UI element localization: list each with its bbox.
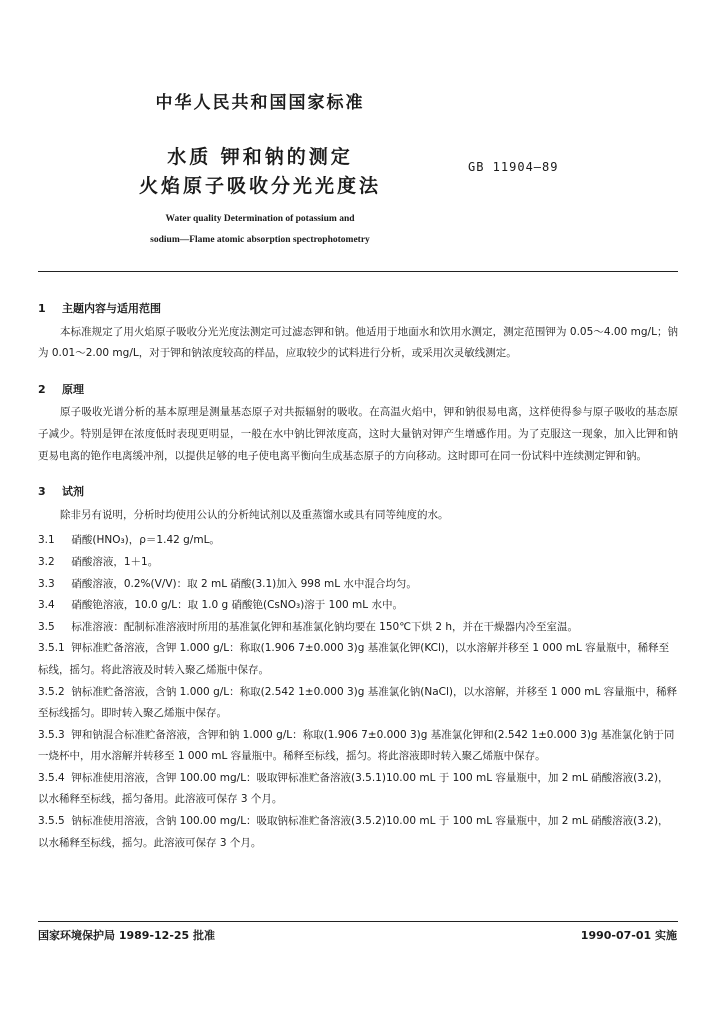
section-number: 1 bbox=[38, 302, 46, 315]
issuing-organization: 中华人民共和国国家标准 bbox=[155, 93, 365, 113]
footer-divider bbox=[38, 921, 678, 922]
item-number: 3.5.5 bbox=[38, 815, 65, 828]
title-line-1: 水质 钾和钠的测定 bbox=[167, 146, 353, 168]
section-heading bbox=[38, 379, 678, 401]
list-item bbox=[38, 574, 678, 596]
document-body bbox=[38, 296, 678, 854]
section-title: 主题内容与适用范围 bbox=[62, 302, 161, 315]
english-title-line-2: sodium—Flame atomic absorption spectrophotometry bbox=[150, 235, 370, 245]
english-title-line-1: Water quality Determination of potassium and bbox=[165, 214, 355, 224]
item-number: 3.4 bbox=[38, 599, 55, 612]
item-text: 钾和钠混合标准贮备溶液，含钾和钠 1.000 g/L：称取(1.906 7±0.000 3)g 基准氯化钾和(2.542 1±0.000 3)g 基准氯化钠于同一烧杯中，用水溶解并转移至 1 000 mL 容量瓶中。稀释至标线，摇匀。将此溶液即时转入聚乙烯瓶中保存。 bbox=[38, 728, 675, 763]
header-divider bbox=[38, 271, 678, 272]
paragraph: 本标准规定了用火焰原子吸收分光光度法测定可过滤态钾和钠。他适用于地面水和饮用水测定，测定范围钾为 0.05～4.00 mg/L；钠为 0.01～2.00 mg/L，对于钾和钠浓度较高的样品，应取较少的试料进行分析，或采用次灵敏线测定。 bbox=[38, 325, 678, 360]
section-heading bbox=[38, 298, 678, 320]
section-title: 原理 bbox=[62, 382, 84, 396]
item-number: 3.5.3 bbox=[38, 728, 65, 741]
item-number: 3.5 bbox=[38, 620, 55, 633]
item-number: 3.5.4 bbox=[38, 771, 65, 784]
item-number: 3.3 bbox=[38, 577, 55, 590]
paragraph: 原子吸收光谱分析的基本原理是测量基态原子对共振辐射的吸收。在高温火焰中，钾和钠很易电离，这样使得参与原子吸收的基态原子减少。特别是钾在浓度低时表现更明显，一般在水中钠比钾浓度高，这时大量钠对钾产生增感作用。为了克服这一现象，加入比钾和钠更易电离的铯作电离缓冲剂，以提供足够的电子使电离平衡向生成基态原子的方向移动。这时即可在同一份试料中连续测定钾和钠。 bbox=[38, 406, 678, 462]
paragraph: 除非另有说明，分析时均使用公认的分析纯试剂以及重蒸馏水或具有同等纯度的水。 bbox=[60, 508, 449, 521]
item-number: 3.2 bbox=[38, 555, 55, 568]
item-text: 钾标准贮备溶液，含钾 1.000 g/L：称取(1.906 7±0.000 3)g 基准氯化钾(KCl)，以水溶解并移至 1 000 mL 容量瓶中，稀释至标线，摇匀。将此溶液及时转入聚乙烯瓶中保存。 bbox=[38, 642, 670, 676]
item-text: 硝酸铯溶液，10.0 g/L：取 1.0 g 硝酸铯(CsNO₃)溶于 100 mL 水中。 bbox=[71, 599, 403, 612]
item-number: 3.5.1 bbox=[38, 642, 65, 655]
standard-number: GB 11904—89 bbox=[468, 160, 559, 174]
english-title bbox=[70, 209, 450, 251]
list-item bbox=[38, 768, 678, 811]
section-heading bbox=[38, 481, 678, 503]
standard-title bbox=[60, 143, 460, 201]
item-text: 硝酸溶液，1＋1。 bbox=[71, 555, 159, 568]
item-text: 标准溶液：配制标准溶液时所用的基准氯化钾和基准氯化钠均要在 150℃下烘 2 h，并在干燥器内冷至室温。 bbox=[71, 620, 579, 633]
item-text: 钠标准使用溶液，含钠 100.00 mg/L：吸取钠标准贮备溶液(3.5.2)10.00 mL 于 100 mL 容量瓶中，加 2 mL 硝酸溶液(3.2)，以水稀释至标线，摇匀。此溶液可保存 3 个月。 bbox=[38, 815, 669, 849]
list-item bbox=[38, 552, 678, 574]
list-item bbox=[38, 595, 678, 617]
implementation-date: 1990-07-01 实施 bbox=[580, 929, 677, 942]
list-item bbox=[38, 682, 678, 725]
item-text: 硝酸(HNO₃)，ρ＝1.42 g/mL。 bbox=[71, 534, 220, 547]
list-item bbox=[38, 617, 678, 639]
item-number: 3.1 bbox=[38, 534, 55, 547]
section-number: 3 bbox=[38, 485, 46, 499]
item-text: 钾标准使用溶液，含钾 100.00 mg/L：吸取钾标准贮备溶液(3.5.1)10.00 mL 于 100 mL 容量瓶中，加 2 mL 硝酸溶液(3.2)，以水稀释至标线，摇匀备用。此溶液可保存 3 个月。 bbox=[38, 771, 669, 806]
list-item bbox=[38, 638, 678, 681]
item-text: 钠标准贮备溶液，含钠 1.000 g/L：称取(2.542 1±0.000 3)g 基准氯化钠(NaCl)，以水溶解，并移至 1 000 mL 容量瓶中，稀释至标线摇匀。即时转入聚乙烯瓶中保存。 bbox=[38, 685, 678, 720]
section-title: 试剂 bbox=[62, 485, 84, 499]
list-item bbox=[38, 725, 678, 768]
item-text: 硝酸溶液，0.2%(V/V)：取 2 mL 硝酸(3.1)加入 998 mL 水中混合均匀。 bbox=[71, 577, 417, 590]
section-number: 2 bbox=[38, 382, 46, 396]
list-item bbox=[38, 811, 678, 854]
list-item bbox=[38, 530, 678, 552]
approval-line: 国家环境保护局 1989-12-25 批准 bbox=[38, 929, 216, 942]
title-line-2: 火焰原子吸收分光光度法 bbox=[138, 175, 381, 197]
item-number: 3.5.2 bbox=[38, 685, 65, 698]
